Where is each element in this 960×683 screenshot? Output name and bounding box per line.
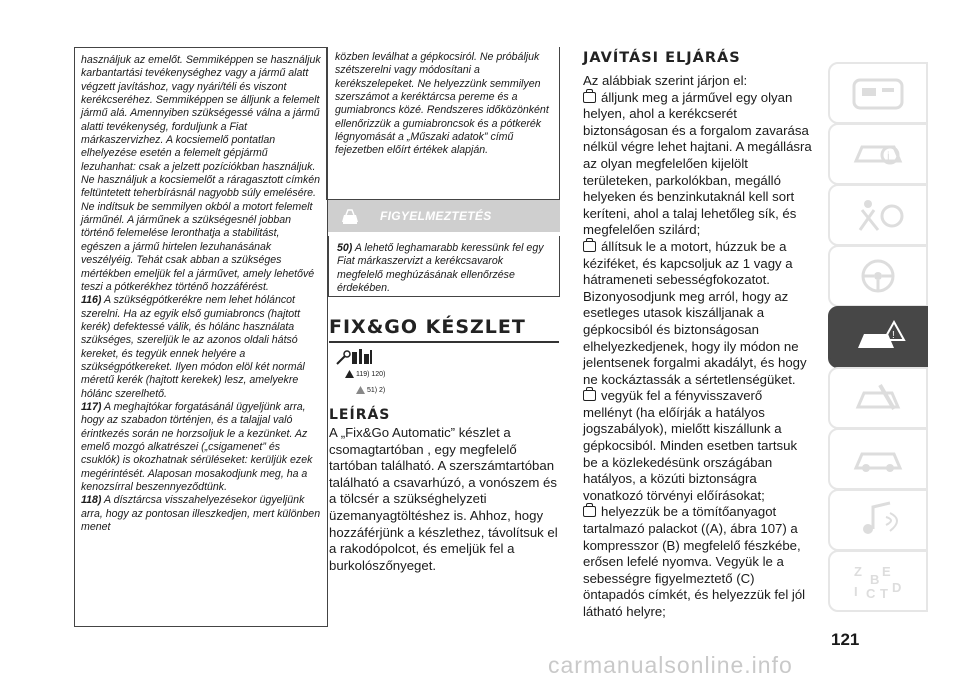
notes-column-box xyxy=(74,47,328,627)
svg-text:i: i xyxy=(887,149,890,163)
tab-index[interactable] xyxy=(828,550,928,612)
multimedia-icon xyxy=(850,501,906,539)
technical-data-icon xyxy=(850,440,906,478)
tab-safety[interactable] xyxy=(828,184,928,246)
svg-text:D: D xyxy=(892,580,902,595)
reference-numbers: 51) 2) xyxy=(366,386,386,394)
page-number: 121 xyxy=(831,630,860,649)
subsection-title-description: LEÍRÁS xyxy=(329,407,391,423)
note-118: 118) A dísztárcsa visszahelyezésekor ügyeljünk arra, hogy az pontosan illeszkedjen, mert különben menet xyxy=(81,494,321,534)
note-116: 116) A szükségpótkerékre nem lehet hóláncot szerelni. Ha az egyik első gumiabroncs (hajtott kerék) defektessé válik, és hólánc használata szükséges, szereljük le az azonos oldali hátsó kereket, és tegyük ennek helyére a szükségpótkereket. Ilyen módon elöl két normál méretű kerék (hajtott kerekek) lesz, amelyekre hólánc szerelhető. xyxy=(81,294,305,400)
tab-technical-data[interactable] xyxy=(828,428,928,490)
svg-text:C: C xyxy=(866,586,876,600)
info-icon xyxy=(850,135,906,173)
tab-maintenance[interactable] xyxy=(828,367,928,429)
procedure-step: vegyük fel a fényvisszaverő mellényt (ha előírják a hatályos jogszabályok), mielőtt kiszállunk a gépkocsiból. Minden esetben tartsuk be a közlekedésünk országában hatályos, a közúti biztonságra vonatkozó törvényi előírásokat; xyxy=(583,388,798,503)
step-bullet-icon xyxy=(583,241,596,252)
tab-driving[interactable] xyxy=(828,245,928,307)
warning-text: A lehető leghamarabb keressünk fel egy Fiat márkaszervizt a kerékcsavarok megfelelő meghúzásának ellenőrzése érdekében. xyxy=(337,242,544,295)
breakdown-icon xyxy=(850,318,906,356)
warning-number: 50) xyxy=(337,242,353,254)
svg-text:Z: Z xyxy=(854,564,862,579)
note-117: 117) A meghajtókar forgatásánál ügyeljünk arra, hogy az szabadon történjen, és a talajjal való érintkezés során ne horzsoljuk le a kezünket. Az emelő mozgó alkatrészei („csigamenet” és csuklók) is okozhatnak sérüléseket: kerüljük ezek megérintését. Alaposan mosakodjunk meg, ha a kenozsírral beszennyeződtünk. xyxy=(81,400,313,493)
warning-body xyxy=(328,236,560,297)
fix-go-kit-icon xyxy=(335,346,375,368)
index-icon xyxy=(850,562,906,600)
car-dashboard-icon xyxy=(850,74,906,112)
reference-numbers: 119) 120) xyxy=(355,370,386,378)
section-title-fix-go: FIX&GO KÉSZLET xyxy=(329,316,559,343)
continued-paragraph: használjuk az emelőt. Semmiképpen se használjuk karbantartási tevékenységhez vagy a jármű alatt végzett javításhoz, vagy nyári/téli és viszont kerékcseréhez. Semmiképpen se álljunk a felemelt jármű alá. Amennyiben szükségessé válna a jármű alatti tevékenység, forduljunk a Fiat márkaszervizhez. A kocsiemelő pontatlan elhelyezése esetén a felemelt gépjármű lezuhanhat: csak a jelzett pozíciókban használjuk. Ne használjuk a kocsiemelőt a ráragasztott címkén feltüntetett teherbírásnál nagyobb súly emelésére. Ne indítsuk be semmilyen okból a motort felemelt járműnél. A járműnek a szükségesnél jobban történő felemelése leronthatja a stabilitást, egészen a jármű hirtelen lezuhanásának veszélyéig. Tehát csak abban a szükséges mértékben emeljük fel a járművet, amely lehetővé teszi a pótkerékhez történő hozzáférést. xyxy=(81,54,321,293)
svg-text:!: ! xyxy=(892,330,895,341)
svg-text:B: B xyxy=(870,572,880,587)
svg-text:I: I xyxy=(854,584,858,599)
warning-title: FIGYELMEZTETÉS xyxy=(380,209,492,223)
caution-triangle-icon xyxy=(356,386,365,394)
procedure-step: állítsuk le a motort, húzzuk be a kéziféket, és kapcsoljuk az 1 vagy a hátrameneti sebességfokozatot. Bizonyosodjunk meg arról, hogy az esetleges utasok kiszálljanak a gépkocsiból és biztonságosan elhelyezkedjenek, hogy ily módon ne jelentsenek forgalmi akadályt, és hogy ne kockáztassák a sértetlenségüket. xyxy=(583,238,807,387)
tab-info[interactable] xyxy=(828,123,928,185)
warning-header xyxy=(328,200,560,232)
notes-continuation-box xyxy=(326,47,560,200)
reference-row-1 xyxy=(345,370,385,378)
repair-procedure-text xyxy=(583,73,815,621)
svg-text:E: E xyxy=(882,564,891,579)
step-bullet-icon xyxy=(583,92,596,103)
intro-text: Az alábbiak szerint járjon el: xyxy=(583,73,748,88)
warning-car-icon xyxy=(340,207,360,225)
procedure-step: álljunk meg a járművel egy olyan helyen, ahol a kerékcserét biztonságosan és a forgalom zavarása nélkül végre lehet hajtani. A megállásra az olyan megfelelően kijelölt területeken, parkolókban, megálló helyeken és benzinkutaknál kell sort keríteni, ahol a talaj lehetőleg sík, és megfelelően szilárd; xyxy=(583,89,812,238)
step-bullet-icon xyxy=(583,506,596,517)
warning-triangle-icon xyxy=(345,370,354,378)
description-text: A „Fix&Go Automatic” készlet a csomagtartóban , egy megfelelő tartóban található. A szerszámtartóban található a csavarhúzó, a vonószem és a tölcsér a szükséghelyzeti üzemanyagtöltéshez is. Ahhoz, hogy hozzáférjünk a készlethez, távolítsuk el a rakodópolcot, és emeljük fel a burkolószőnyeget. xyxy=(329,425,558,573)
svg-text:T: T xyxy=(880,586,888,600)
steering-wheel-icon xyxy=(850,257,906,295)
seatbelt-airbag-icon xyxy=(850,196,906,234)
procedure-step: helyezzük be a tömítőanyagot tartalmazó palackot ((A), ábra 107) a kompresszor (B) megfelelő fészkébe, erősen lefelé nyomva. Vegyük le a sebességre figyelmeztető (C) öntapadós címkét, és helyezzük fel jól látható helyre; xyxy=(583,504,806,619)
wrench-icon xyxy=(850,379,906,417)
tab-multimedia[interactable] xyxy=(828,489,928,551)
tab-dashboard[interactable] xyxy=(828,62,928,124)
watermark: carmanualsonline.info xyxy=(548,652,793,678)
section-title-repair-procedure: JAVÍTÁSI ELJÁRÁS xyxy=(583,50,741,66)
tab-emergency[interactable] xyxy=(828,306,928,368)
note-118-continued: közben leválhat a gépkocsiról. Ne próbáljuk szétszerelni vagy módosítani a kerékszelepeket. Ne helyezzünk semmilyen szerszámot a keréktárcsa pereme és a gumiabroncs közé. Rendszeres időközönként ellenőrizzük a gumiabroncsok és a pótkerék légnyomását a „Műszaki adatok” című fejezetben előírt értékek alapján. xyxy=(335,51,549,157)
step-bullet-icon xyxy=(583,390,596,401)
reference-row-2 xyxy=(356,386,385,394)
